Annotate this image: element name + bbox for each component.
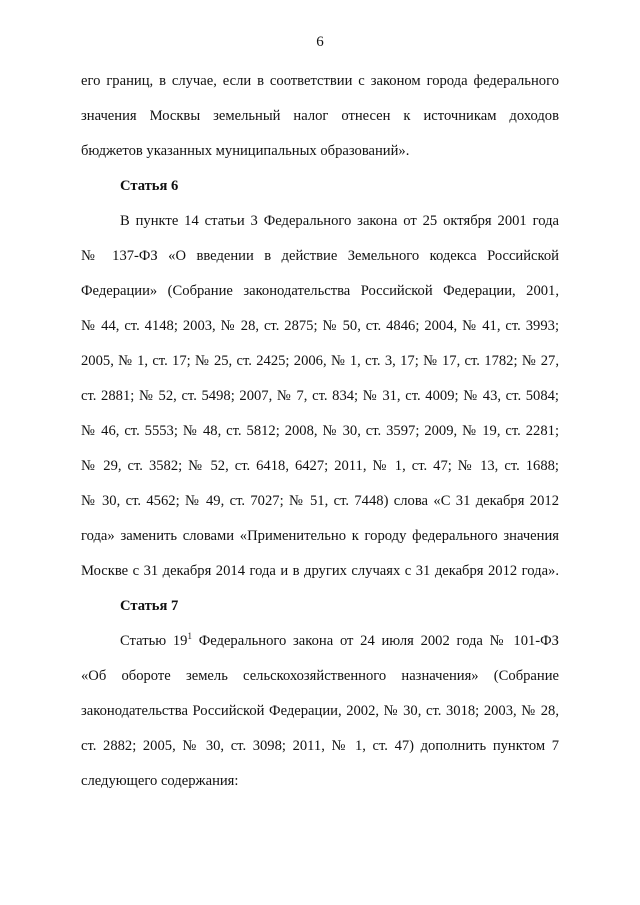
- page-number: 6: [316, 34, 324, 50]
- text-line: № 30, ст. 4562; № 49, ст. 7027; № 51, ст. 7448) слова «С 31 декабря 2012: [81, 493, 559, 509]
- text-line: № 29, ст. 3582; № 52, ст. 6418, 6427; 2011, № 1, ст. 47; № 13, ст. 1688;: [81, 458, 559, 474]
- text-fragment: Статью 19: [120, 633, 188, 649]
- text-line: ст. 2882; 2005, № 30, ст. 3098; 2011, № 1, ст. 47) дополнить пунктом 7: [81, 738, 559, 754]
- text-line: [120, 632, 559, 650]
- text-line: его границ, в случае, если в соответствии с законом города федерального: [81, 73, 559, 89]
- text-line: № 44, ст. 4148; 2003, № 28, ст. 2875; № 50, ст. 4846; 2004, № 41, ст. 3993;: [81, 318, 559, 334]
- text-fragment: Федерального закона от 24 июля 2002 года № 101-ФЗ: [191, 633, 559, 649]
- text-line: № 46, ст. 5553; № 48, ст. 5812; 2008, № 30, ст. 3597; 2009, № 19, ст. 2281;: [81, 423, 559, 439]
- text-line: года» заменить словами «Применительно к городу федерального значения: [81, 528, 559, 544]
- text-line: Москве с 31 декабря 2014 года и в других случаях с 31 декабря 2012 года».: [81, 563, 559, 579]
- text-line: В пункте 14 статьи 3 Федерального закона от 25 октября 2001 года: [120, 213, 559, 229]
- text-line: Федерации» (Собрание законодательства Российской Федерации, 2001,: [81, 283, 559, 299]
- text-line: законодательства Российской Федерации, 2002, № 30, ст. 3018; 2003, № 28,: [81, 703, 559, 719]
- text-line: значения Москвы земельный налог отнесен к источникам доходов: [81, 108, 559, 124]
- text-line: ст. 2881; № 52, ст. 5498; 2007, № 7, ст. 834; № 31, ст. 4009; № 43, ст. 5084;: [81, 388, 559, 404]
- text-line: бюджетов указанных муниципальных образований».: [81, 143, 410, 159]
- article-6-heading: Статья 6: [120, 178, 179, 194]
- text-line: № 137-ФЗ «О введении в действие Земельного кодекса Российской: [81, 248, 559, 264]
- article-7-heading: Статья 7: [120, 598, 179, 614]
- text-line: «Об обороте земель сельскохозяйственного назначения» (Собрание: [81, 668, 559, 684]
- text-line: следующего содержания:: [81, 773, 239, 789]
- superscript: 1: [187, 631, 192, 641]
- text-line: 2005, № 1, ст. 17; № 25, ст. 2425; 2006, № 1, ст. 3, 17; № 17, ст. 1782; № 27,: [81, 353, 559, 369]
